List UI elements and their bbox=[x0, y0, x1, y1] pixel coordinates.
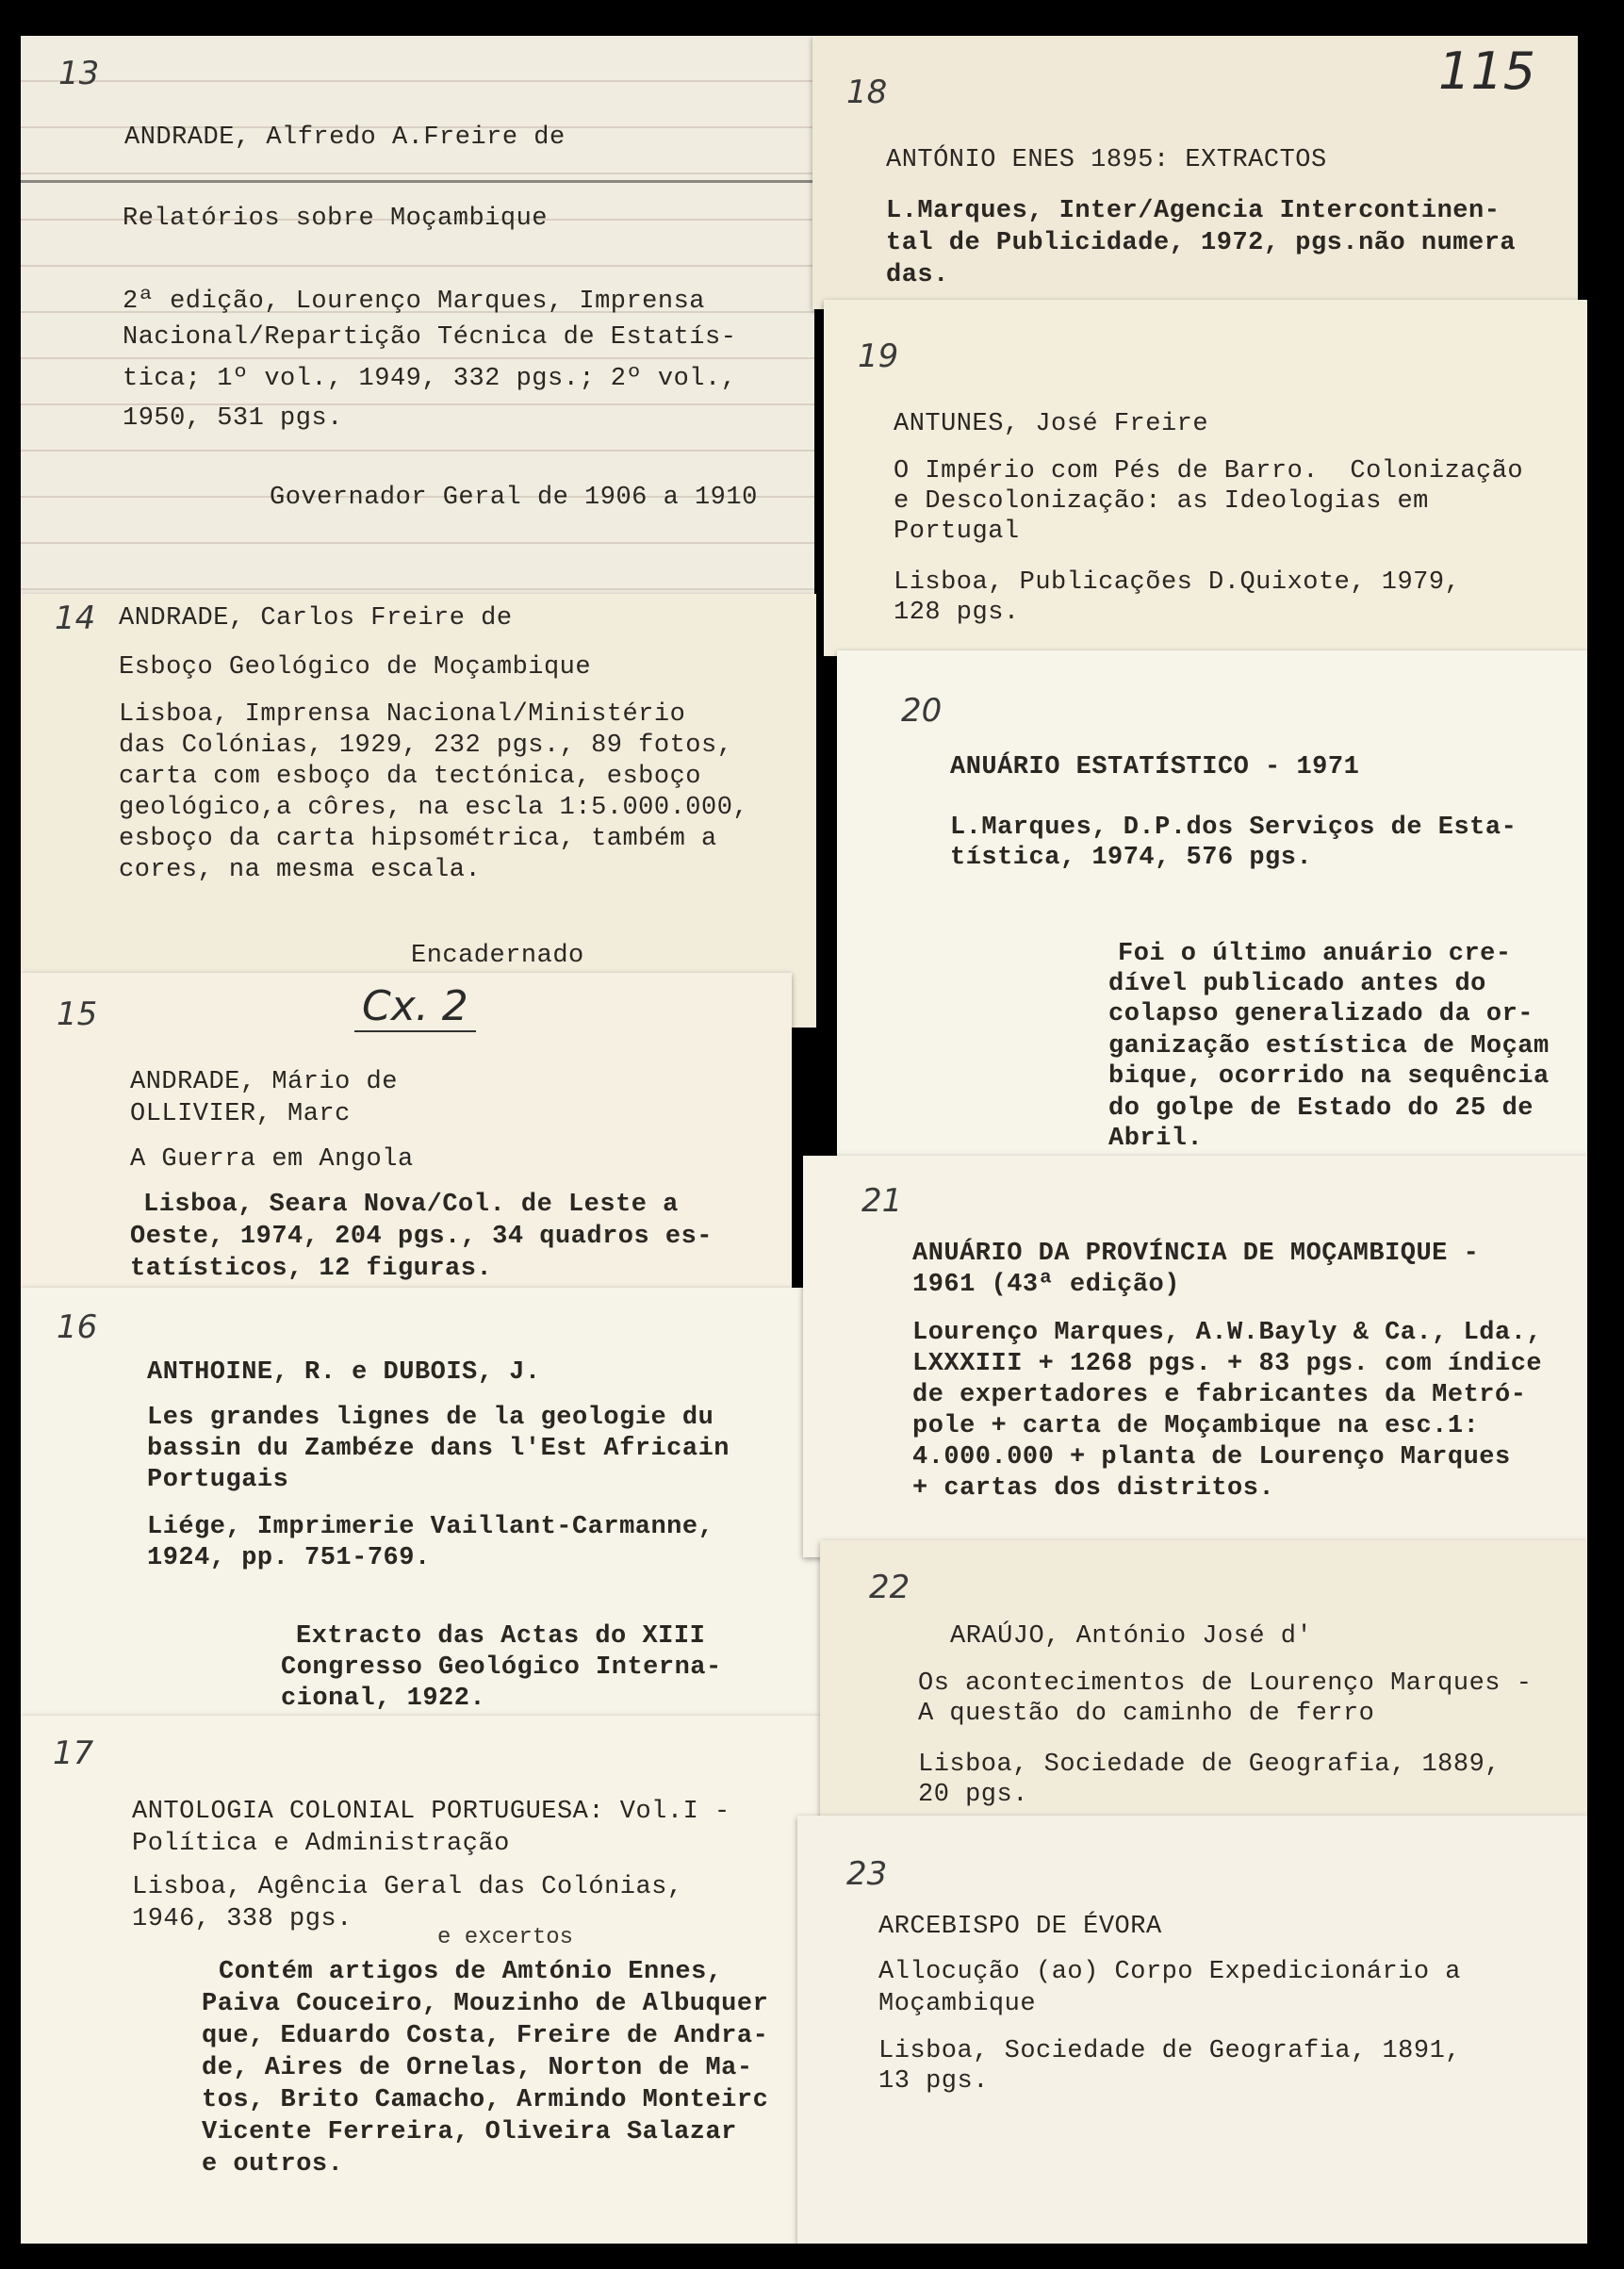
card-publication: + cartas dos distritos. bbox=[912, 1474, 1275, 1503]
card-publication: 1946, 338 pgs. bbox=[132, 1905, 353, 1933]
card-publication: de expertadores e fabricantes da Metró- bbox=[912, 1381, 1527, 1409]
card-title: e Descolonização: as Ideologias em bbox=[894, 487, 1429, 516]
card-title: Os acontecimentos de Lourenço Marques - bbox=[918, 1669, 1533, 1698]
catalog-card-19 bbox=[824, 300, 1587, 656]
catalog-card-16 bbox=[21, 1288, 820, 1740]
card-title: ANUÁRIO ESTATÍSTICO - 1971 bbox=[950, 753, 1360, 781]
card-publication: tica; 1º vol., 1949, 332 pgs.; 2º vol., bbox=[123, 365, 737, 393]
card-publication: tística, 1974, 576 pgs. bbox=[950, 844, 1313, 872]
catalog-card-13 bbox=[21, 36, 814, 601]
card-number: 22 bbox=[869, 1569, 910, 1606]
box-label: Cx. 2 bbox=[354, 982, 476, 1032]
card-author: ANDRADE, Alfredo A.Freire de bbox=[124, 123, 566, 152]
card-title: Portugais bbox=[147, 1466, 289, 1494]
card-note: dível publicado antes do bbox=[1108, 970, 1486, 998]
card-note: Encadernado bbox=[411, 942, 584, 970]
catalog-card-21 bbox=[803, 1156, 1587, 1557]
card-note: do golpe de Estado do 25 de bbox=[1108, 1094, 1534, 1123]
card-publication: pole + carta de Moçambique na esc.1: bbox=[912, 1412, 1480, 1440]
card-publication: tatísticos, 12 figuras. bbox=[130, 1255, 493, 1283]
card-author: ANTUNES, José Freire bbox=[894, 410, 1209, 438]
card-title: Esboço Geológico de Moçambique bbox=[119, 653, 592, 682]
card-number: 18 bbox=[846, 74, 888, 111]
card-number: 15 bbox=[57, 995, 98, 1033]
card-publication: Lisboa, Agência Geral das Colónias, bbox=[132, 1873, 683, 1901]
card-publication: Lisboa, Imprensa Nacional/Ministério bbox=[119, 700, 686, 729]
card-publication: das Colónias, 1929, 232 pgs., 89 fotos, bbox=[119, 732, 733, 760]
card-title: ANTOLOGIA COLONIAL PORTUGUESA: Vol.I - bbox=[132, 1798, 730, 1826]
card-publication: cores, na mesma escala. bbox=[119, 856, 482, 884]
card-title: A questão do caminho de ferro bbox=[918, 1700, 1375, 1728]
card-publication: Oeste, 1974, 204 pgs., 34 quadros es- bbox=[130, 1223, 713, 1251]
catalog-card-15 bbox=[21, 973, 792, 1312]
card-number: 16 bbox=[57, 1308, 98, 1346]
card-note: Governador Geral de 1906 a 1910 bbox=[270, 484, 758, 512]
card-title: 1961 (43ª edição) bbox=[912, 1271, 1180, 1299]
card-note: de, Aires de Ornelas, Norton de Ma- bbox=[202, 2054, 753, 2082]
card-publication: Lourenço Marques, A.W.Bayly & Ca., Lda., bbox=[912, 1319, 1543, 1347]
card-title: Allocução (ao) Corpo Expedicionário a bbox=[878, 1958, 1461, 1986]
card-publication: carta com esboço da tectónica, esboço bbox=[119, 763, 701, 791]
card-publication: Lisboa, Seara Nova/Col. de Leste a bbox=[143, 1191, 679, 1219]
card-publication: 13 pgs. bbox=[878, 2067, 989, 2096]
card-number: 13 bbox=[58, 55, 100, 92]
card-publication: L.Marques, Inter/Agencia Intercontinen- bbox=[886, 197, 1501, 225]
card-publication: L.Marques, D.P.dos Serviços de Esta- bbox=[950, 814, 1517, 842]
handwritten-insert: e excertos bbox=[437, 1925, 574, 1950]
card-number: 19 bbox=[858, 337, 899, 375]
card-number: 14 bbox=[55, 600, 96, 637]
card-title: O Império com Pés de Barro. Colonização bbox=[894, 457, 1524, 485]
card-title: Relatórios sobre Moçambique bbox=[123, 205, 548, 233]
card-author: ARAÚJO, António José d' bbox=[950, 1622, 1313, 1651]
card-title: A Guerra em Angola bbox=[130, 1145, 414, 1174]
card-publication: Lisboa, Publicações D.Quixote, 1979, bbox=[894, 568, 1461, 597]
card-publication: Lisboa, Sociedade de Geografia, 1891, bbox=[878, 2037, 1461, 2065]
card-author: ARCEBISPO DE ÉVORA bbox=[878, 1913, 1162, 1941]
catalog-card-23 bbox=[797, 1816, 1587, 2244]
card-title: ANTÓNIO ENES 1895: EXTRACTOS bbox=[886, 146, 1327, 174]
card-divider bbox=[21, 180, 814, 183]
card-note: ganização estística de Moçam bbox=[1108, 1032, 1550, 1061]
card-publication: 20 pgs. bbox=[918, 1781, 1028, 1809]
card-title: ANUÁRIO DA PROVÍNCIA DE MOÇAMBIQUE - bbox=[912, 1240, 1480, 1268]
card-number: 20 bbox=[901, 692, 943, 730]
card-publication: LXXXIII + 1268 pgs. + 83 pgs. com índice bbox=[912, 1350, 1543, 1378]
card-publication: 4.000.000 + planta de Lourenço Marques bbox=[912, 1443, 1511, 1472]
card-title: Política e Administração bbox=[132, 1830, 510, 1858]
card-author: ANDRADE, Mário de bbox=[130, 1068, 398, 1096]
sheet-number: 115 bbox=[1438, 41, 1536, 101]
card-publication: geológico,a côres, na escla 1:5.000.000, bbox=[119, 794, 749, 822]
card-publication: 128 pgs. bbox=[894, 599, 1020, 627]
card-publication: das. bbox=[886, 261, 949, 289]
card-publication: 2ª edição, Lourenço Marques, Imprensa bbox=[123, 288, 705, 316]
card-author: ANTHOINE, R. e DUBOIS, J. bbox=[147, 1358, 541, 1387]
card-note: Foi o último anuário cre- bbox=[1118, 940, 1512, 968]
card-note: Congresso Geológico Interna- bbox=[281, 1653, 722, 1682]
card-title: Portugal bbox=[894, 518, 1020, 546]
card-number: 23 bbox=[846, 1855, 888, 1893]
card-note: Contém artigos de Amtónio Ennes, bbox=[219, 1958, 723, 1986]
card-number: 21 bbox=[861, 1182, 903, 1220]
card-author: OLLIVIER, Marc bbox=[130, 1100, 351, 1128]
card-publication: Lisboa, Sociedade de Geografia, 1889, bbox=[918, 1751, 1501, 1779]
card-publication: esboço da carta hipsométrica, também a bbox=[119, 825, 717, 853]
card-publication: 1950, 531 pgs. bbox=[123, 404, 343, 433]
card-note: Abril. bbox=[1108, 1125, 1204, 1153]
card-note: bique, ocorrido na sequência bbox=[1108, 1062, 1550, 1091]
catalog-card-14 bbox=[21, 594, 816, 1028]
card-note: Vicente Ferreira, Oliveira Salazar bbox=[202, 2118, 737, 2146]
card-note: que, Eduardo Costa, Freire de Andra- bbox=[202, 2022, 769, 2050]
card-title: Moçambique bbox=[878, 1990, 1037, 2018]
card-note: cional, 1922. bbox=[281, 1685, 486, 1713]
card-number: 17 bbox=[53, 1735, 94, 1772]
card-publication: tal de Publicidade, 1972, pgs.não numera bbox=[886, 229, 1517, 257]
card-note: colapso generalizado da or- bbox=[1108, 1000, 1534, 1028]
card-note: tos, Brito Camacho, Armindo Monteirc bbox=[202, 2086, 769, 2114]
card-title: Les grandes lignes de la geologie du bbox=[147, 1404, 714, 1432]
card-title: bassin du Zambéze dans l'Est Africain bbox=[147, 1435, 730, 1463]
card-author: ANDRADE, Carlos Freire de bbox=[119, 604, 513, 633]
card-publication: Liége, Imprimerie Vaillant-Carmanne, bbox=[147, 1513, 714, 1541]
catalog-card-18 bbox=[812, 36, 1578, 309]
card-note: Paiva Couceiro, Mouzinho de Albuquer bbox=[202, 1990, 769, 2018]
card-note: Extracto das Actas do XIII bbox=[296, 1622, 706, 1651]
catalog-card-20 bbox=[837, 650, 1587, 1165]
catalog-card-17 bbox=[21, 1716, 831, 2244]
card-note: e outros. bbox=[202, 2150, 344, 2179]
card-publication: 1924, pp. 751-769. bbox=[147, 1544, 431, 1572]
card-publication: Nacional/Repartição Técnica de Estatís- bbox=[123, 323, 737, 352]
